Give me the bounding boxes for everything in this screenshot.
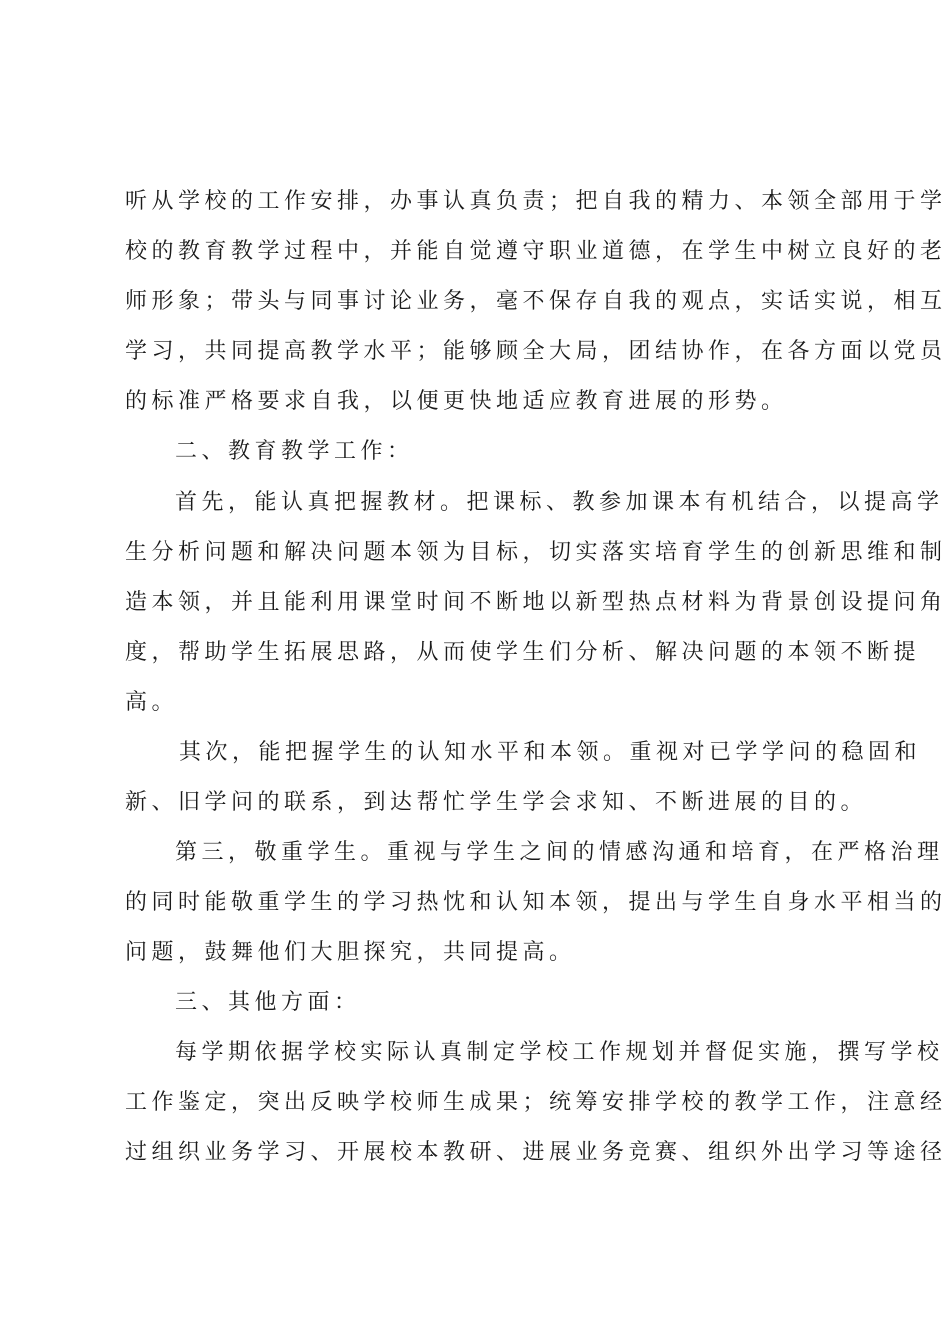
paragraph-1 (125, 177, 947, 427)
paragraph-line: 首先，能认真把握教材。把课标、教参加课本有机结合，以提高学 (175, 490, 944, 515)
paragraph-5 (125, 1028, 947, 1178)
section-heading-3: 三、其他方面： (175, 990, 361, 1015)
paragraph-line: 过组织业务学习、开展校本教研、进展业务竞赛、组织外出学习等途径 (125, 1140, 947, 1165)
paragraph-line: 其次，能把握学生的认知水平和本领。重视对已学学问的稳固和 (179, 740, 922, 765)
paragraph-line: 校的教育教学过程中，并能自觉遵守职业道德，在学生中树立良好的老 (125, 239, 947, 264)
paragraph-line: 生分析问题和解决问题本领为目标，切实落实培育学生的创新思维和制 (125, 540, 947, 565)
paragraph-line: 造本领，并且能利用课堂时间不断地以新型热点材料为背景创设提问角 (125, 590, 947, 615)
paragraph-2 (125, 478, 947, 728)
paragraph-line: 第三，敬重学生。重视与学生之间的情感沟通和培育，在严格治理 (175, 840, 944, 865)
paragraph-line: 听从学校的工作安排，办事认真负责；把自我的精力、本领全部用于学 (125, 189, 947, 214)
paragraph-line: 度，帮助学生拓展思路，从而使学生们分析、解决问题的本领不断提 (125, 640, 921, 665)
paragraph-line: 新、旧学问的联系，到达帮忙学生学会求知、不断进展的目的。 (125, 790, 868, 815)
paragraph-line: 工作鉴定，突出反映学校师生成果；统筹安排学校的教学工作，注意经 (125, 1090, 947, 1115)
paragraph-line: 的同时能敬重学生的学习热忱和认知本领，提出与学生自身水平相当的 (125, 890, 947, 915)
paragraph-line: 学习，共同提高教学水平；能够顾全大局，团结协作，在各方面以党员 (125, 339, 947, 364)
paragraph-line: 每学期依据学校实际认真制定学校工作规划并督促实施，撰写学校 (175, 1040, 944, 1065)
paragraph-line: 师形象；带头与同事讨论业务，毫不保存自我的观点，实话实说，相互 (125, 289, 947, 314)
paragraph-line: 高。 (125, 690, 179, 715)
paragraph-3 (125, 728, 922, 828)
paragraph-line: 问题，鼓舞他们大胆探究，共同提高。 (125, 940, 576, 965)
section-heading-2: 二、教育教学工作： (175, 439, 414, 464)
paragraph-4 (125, 828, 947, 978)
paragraph-line: 的标准严格要求自我，以便更快地适应教育进展的形势。 (125, 389, 788, 414)
